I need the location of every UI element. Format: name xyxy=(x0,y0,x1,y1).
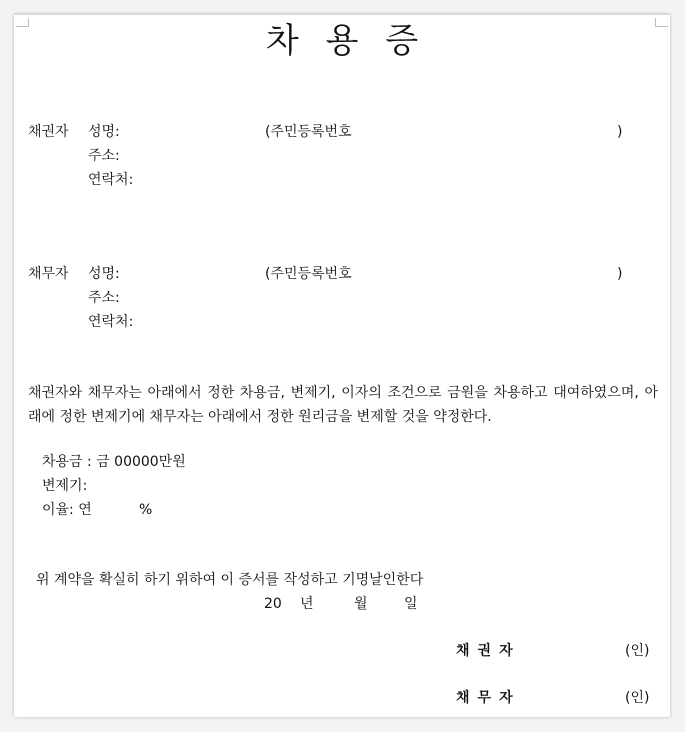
creditor-address-label: 주소: xyxy=(88,148,120,164)
interest-label: 이율: 연 xyxy=(42,502,92,518)
creditor-seal-mark: (인) xyxy=(625,643,650,659)
date-year-prefix: 20 xyxy=(264,596,282,612)
debtor-rrn-label: (주민등록번호 xyxy=(265,266,352,282)
debtor-role-label: 채무자 xyxy=(28,266,69,282)
signature-char: 권 xyxy=(477,643,492,659)
document-page xyxy=(14,14,670,717)
title-char: 용 xyxy=(325,21,359,61)
title-char: 증 xyxy=(385,21,419,61)
creditor-role-label: 채권자 xyxy=(28,124,69,140)
loan-amount-line: 차용금 : 금 00000만원 xyxy=(42,454,186,470)
debtor-rrn-close: ) xyxy=(617,266,623,282)
debtor-seal-mark: (인) xyxy=(625,690,650,706)
debtor-name-label: 성명: xyxy=(88,266,120,282)
document-title xyxy=(14,21,670,61)
creditor-rrn-label: (주민등록번호 xyxy=(265,124,352,140)
signature-char: 채 xyxy=(456,643,470,659)
signature-char: 자 xyxy=(499,643,513,659)
debtor-contact-label: 연락처: xyxy=(88,314,134,330)
signature-char: 채 xyxy=(456,690,470,706)
interest-unit: % xyxy=(139,502,153,518)
creditor-signature-label xyxy=(456,642,521,660)
date-month-unit: 월 xyxy=(354,596,368,612)
debtor-address-label: 주소: xyxy=(88,290,120,306)
signature-char: 무 xyxy=(477,690,492,706)
signature-char: 자 xyxy=(499,690,513,706)
date-year-unit: 년 xyxy=(300,596,314,612)
creditor-name-label: 성명: xyxy=(88,124,120,140)
debtor-signature-label xyxy=(456,689,521,707)
due-date-label: 변제기: xyxy=(42,478,88,494)
confirmation-statement: 위 계약을 확실히 하기 위하여 이 증서를 작성하고 기명날인한다 xyxy=(36,572,424,588)
title-char: 차 xyxy=(265,21,299,61)
agreement-paragraph: 채권자와 채무자는 아래에서 정한 차용금, 변제기, 이자의 조건으로 금원을 차용하고 대여하였으며, 아래에 정한 변제기에 채무자는 아래에서 정한 원리금을 변제할 것을 약정한다. xyxy=(28,385,658,425)
creditor-contact-label: 연락처: xyxy=(88,172,134,188)
creditor-rrn-close: ) xyxy=(617,124,623,140)
date-day-unit: 일 xyxy=(404,596,418,612)
